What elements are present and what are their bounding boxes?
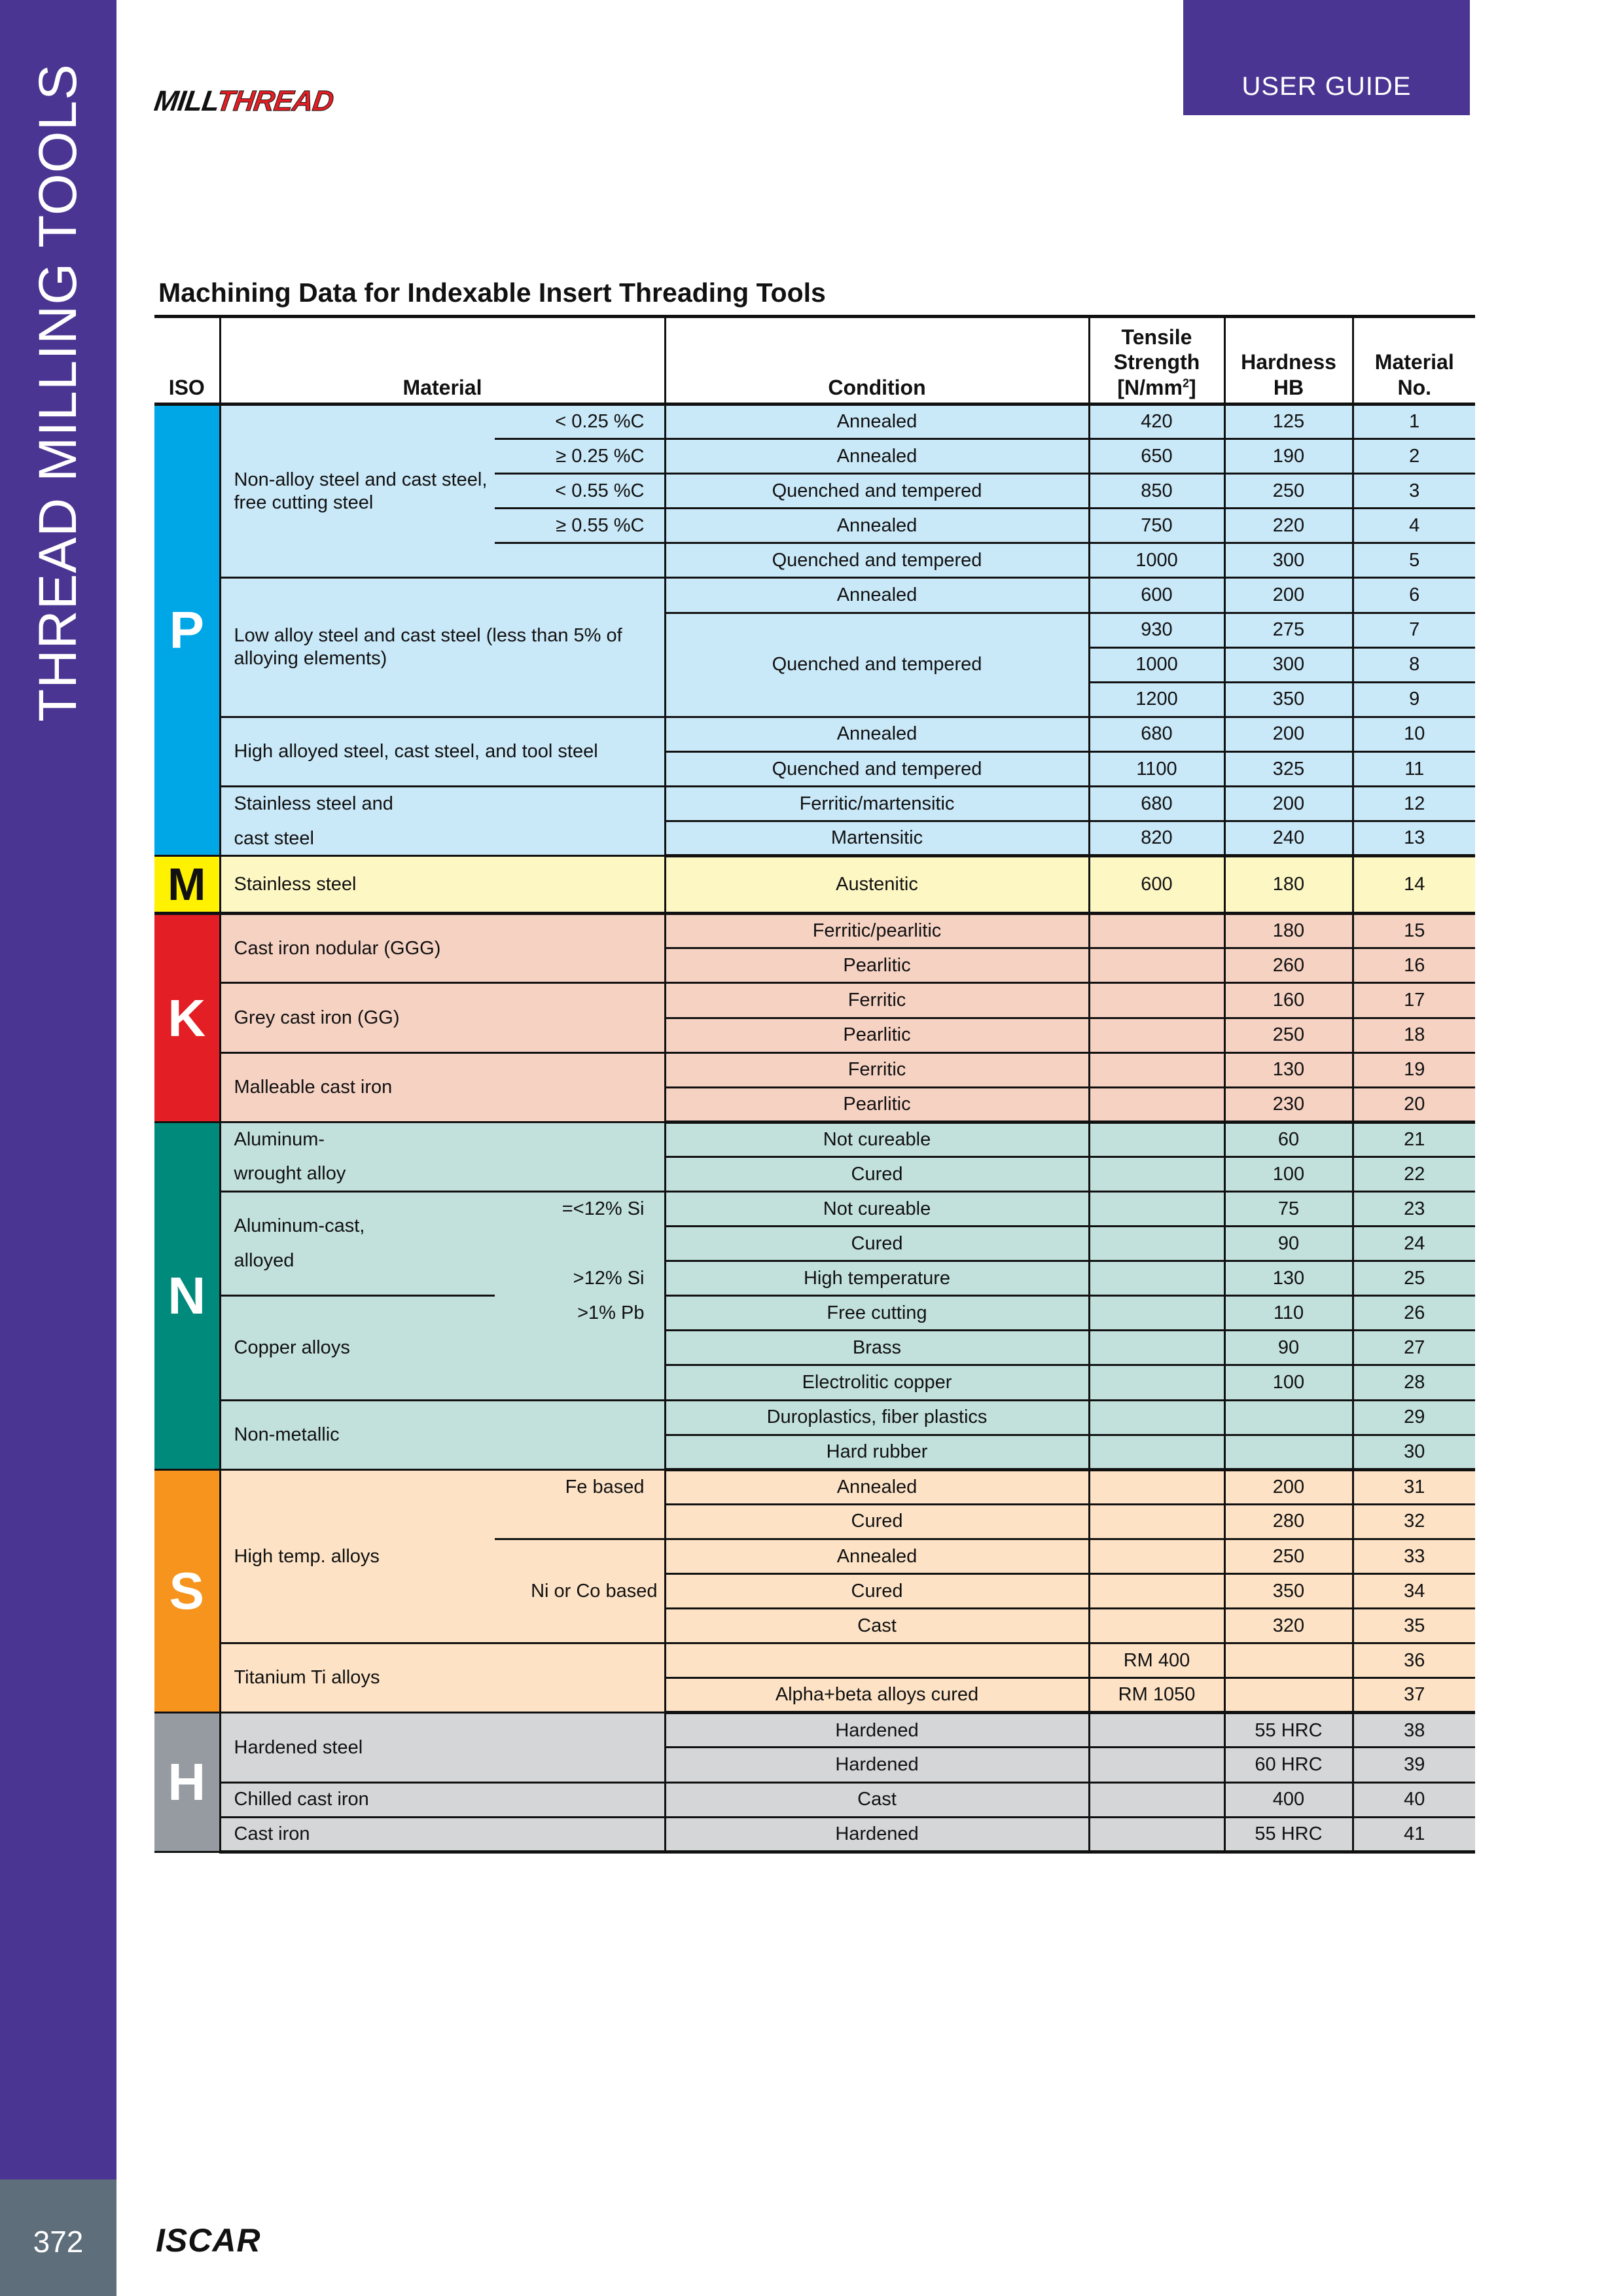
tensile-cell — [1089, 1400, 1224, 1435]
condition-cell: Not cureable — [665, 1191, 1089, 1226]
hardness-cell — [1224, 1435, 1353, 1469]
material-no-cell: 21 — [1353, 1122, 1475, 1157]
tensile-cell — [1089, 1609, 1224, 1643]
material-subtype: < 0.55 %C — [495, 474, 665, 509]
condition-cell: Pearlitic — [665, 1018, 1089, 1052]
tensile-cell — [1089, 914, 1224, 948]
material-no-cell: 12 — [1353, 787, 1475, 821]
tensile-cell: 750 — [1089, 509, 1224, 543]
material-name: Stainless steel and cast steel — [220, 787, 665, 856]
table-row — [154, 578, 1475, 613]
material-no-cell: 9 — [1353, 682, 1475, 717]
col-tensile: Tensile Strength $[N/mm^2]$ — [1089, 317, 1224, 404]
material-subtype — [495, 1331, 665, 1365]
material-no-cell: 29 — [1353, 1400, 1475, 1435]
material-no-cell: 16 — [1353, 948, 1475, 983]
condition-cell: Not cureable — [665, 1122, 1089, 1157]
material-name: Cast iron nodular (GGG) — [220, 914, 665, 983]
material-no-cell: 26 — [1353, 1296, 1475, 1331]
hardness-cell: 325 — [1224, 751, 1353, 786]
tensile-cell — [1089, 1782, 1224, 1817]
tensile-cell — [1089, 1227, 1224, 1261]
material-no-cell: 31 — [1353, 1469, 1475, 1504]
material-name: Grey cast iron (GG) — [220, 983, 665, 1052]
tensile-cell — [1089, 1331, 1224, 1365]
condition-cell: Austenitic — [665, 856, 1089, 914]
hardness-cell: 275 — [1224, 613, 1353, 647]
condition-cell: Hard rubber — [665, 1435, 1089, 1469]
hardness-cell: 250 — [1224, 474, 1353, 509]
material-subtype: >1% Pb — [495, 1296, 665, 1331]
material-no-cell: 32 — [1353, 1504, 1475, 1539]
condition-cell: Duroplastics, fiber plastics — [665, 1400, 1089, 1435]
material-no-cell: 3 — [1353, 474, 1475, 509]
tensile-cell: 600 — [1089, 856, 1224, 914]
table-row — [154, 1643, 1475, 1678]
table-row — [154, 983, 1475, 1018]
tensile-cell — [1089, 1157, 1224, 1191]
tensile-cell: 1000 — [1089, 647, 1224, 682]
material-name: Hardened steel — [220, 1713, 665, 1782]
hardness-cell: 60 — [1224, 1122, 1353, 1157]
tensile-cell: RM 400 — [1089, 1643, 1224, 1678]
hardness-cell: 55 HRC — [1224, 1713, 1353, 1748]
hardness-cell — [1224, 1400, 1353, 1435]
material-no-cell: 17 — [1353, 983, 1475, 1018]
material-name: Non-alloy steel and cast steel, free cutting steel — [220, 404, 495, 578]
material-no-cell: 23 — [1353, 1191, 1475, 1226]
condition-cell: Alpha+beta alloys cured — [665, 1678, 1089, 1713]
material-no-cell: 6 — [1353, 578, 1475, 613]
millthread-logo: MILLTHREAD — [152, 85, 336, 117]
condition-cell: Ferritic — [665, 983, 1089, 1018]
tensile-cell — [1089, 1748, 1224, 1782]
condition-cell: High temperature — [665, 1261, 1089, 1296]
user-guide-label: USER GUIDE — [1241, 72, 1412, 101]
material-no-cell: 34 — [1353, 1574, 1475, 1609]
condition-cell: Pearlitic — [665, 1087, 1089, 1122]
hardness-cell: 55 HRC — [1224, 1817, 1353, 1852]
hardness-cell — [1224, 1678, 1353, 1713]
tensile-cell — [1089, 1191, 1224, 1226]
material-name: Non-metallic — [220, 1400, 665, 1469]
material-no-cell: 22 — [1353, 1157, 1475, 1191]
material-name: Aluminum-cast, alloyed — [220, 1191, 495, 1295]
hardness-cell: 200 — [1224, 1469, 1353, 1504]
tensile-cell: 850 — [1089, 474, 1224, 509]
tensile-cell: 930 — [1089, 613, 1224, 647]
tensile-cell — [1089, 1504, 1224, 1539]
hardness-cell: 200 — [1224, 578, 1353, 613]
condition-cell: Cast — [665, 1609, 1089, 1643]
material-no-cell: 30 — [1353, 1435, 1475, 1469]
material-no-cell: 24 — [1353, 1227, 1475, 1261]
condition-cell: Annealed — [665, 1539, 1089, 1573]
material-no-cell: 10 — [1353, 717, 1475, 751]
iso-group-h: H — [154, 1713, 220, 1852]
material-subtype — [495, 1365, 665, 1400]
table-row — [154, 1052, 1475, 1087]
tensile-cell: 820 — [1089, 821, 1224, 856]
tensile-cell: 600 — [1089, 578, 1224, 613]
material-no-cell: 18 — [1353, 1018, 1475, 1052]
material-no-cell: 8 — [1353, 647, 1475, 682]
hardness-cell: 250 — [1224, 1539, 1353, 1573]
material-subtype — [495, 543, 665, 578]
material-no-cell: 28 — [1353, 1365, 1475, 1400]
condition-cell: Pearlitic — [665, 948, 1089, 983]
material-subtype — [495, 1504, 665, 1539]
hardness-cell: 130 — [1224, 1261, 1353, 1296]
hardness-cell: 280 — [1224, 1504, 1353, 1539]
material-no-cell: 14 — [1353, 856, 1475, 914]
hardness-cell: 180 — [1224, 914, 1353, 948]
material-subtype: < 0.25 %C — [495, 404, 665, 439]
condition-cell: Martensitic — [665, 821, 1089, 856]
material-no-cell: 37 — [1353, 1678, 1475, 1713]
header-row — [154, 317, 1475, 404]
iso-group-m: M — [154, 856, 220, 914]
tensile-cell — [1089, 948, 1224, 983]
material-no-cell: 7 — [1353, 613, 1475, 647]
condition-cell: Free cutting — [665, 1296, 1089, 1331]
hardness-cell: 230 — [1224, 1087, 1353, 1122]
hardness-cell: 300 — [1224, 543, 1353, 578]
condition-cell: Brass — [665, 1331, 1089, 1365]
material-no-cell: 40 — [1353, 1782, 1475, 1817]
material-subtype: >12% Si — [495, 1261, 665, 1296]
table-row — [154, 1782, 1475, 1817]
hardness-cell — [1224, 1643, 1353, 1678]
material-name: High temp. alloys — [220, 1469, 495, 1643]
hardness-cell: 260 — [1224, 948, 1353, 983]
hardness-cell: 250 — [1224, 1018, 1353, 1052]
material-no-cell: 13 — [1353, 821, 1475, 856]
col-hardness: Hardness HB — [1224, 317, 1353, 404]
hardness-cell: 110 — [1224, 1296, 1353, 1331]
hardness-cell: 90 — [1224, 1227, 1353, 1261]
table-row — [154, 787, 1475, 821]
iscar-logo: ISCAR — [156, 2222, 261, 2259]
material-name: Low alloy steel and cast steel (less than 5% of alloying elements) — [220, 578, 665, 717]
tensile-cell: 650 — [1089, 439, 1224, 474]
material-subtype — [495, 1227, 665, 1261]
material-name: Titanium Ti alloys — [220, 1643, 665, 1713]
material-name: High alloyed steel, cast steel, and tool steel — [220, 717, 665, 786]
material-name: Cast iron — [220, 1817, 665, 1852]
table-row — [154, 1296, 1475, 1331]
material-subtype: Fe based — [495, 1469, 665, 1504]
tensile-cell — [1089, 1261, 1224, 1296]
material-no-cell: 1 — [1353, 404, 1475, 439]
tensile-cell — [1089, 1018, 1224, 1052]
page-number: 372 — [33, 2225, 84, 2259]
table-row — [154, 1713, 1475, 1748]
tensile-cell: 680 — [1089, 787, 1224, 821]
material-name: Chilled cast iron — [220, 1782, 665, 1817]
material-subtype: ≥ 0.25 %C — [495, 439, 665, 474]
material-no-cell: 36 — [1353, 1643, 1475, 1678]
iso-group-n: N — [154, 1122, 220, 1469]
condition-cell: Cured — [665, 1574, 1089, 1609]
table-row — [154, 404, 1475, 439]
hardness-cell: 160 — [1224, 983, 1353, 1018]
table-row — [154, 856, 1475, 914]
tensile-cell: 420 — [1089, 404, 1224, 439]
condition-cell: Annealed — [665, 717, 1089, 751]
condition-cell: Quenched and tempered — [665, 474, 1089, 509]
table-row — [154, 1469, 1475, 1504]
material-no-cell: 2 — [1353, 439, 1475, 474]
tensile-cell — [1089, 1122, 1224, 1157]
condition-cell: Ferritic/martensitic — [665, 787, 1089, 821]
tensile-cell: 680 — [1089, 717, 1224, 751]
material-no-cell: 5 — [1353, 543, 1475, 578]
tensile-cell — [1089, 1365, 1224, 1400]
hardness-cell: 400 — [1224, 1782, 1353, 1817]
condition-cell: Annealed — [665, 439, 1089, 474]
hardness-cell: 125 — [1224, 404, 1353, 439]
material-no-cell: 38 — [1353, 1713, 1475, 1748]
material-name: Copper alloys — [220, 1296, 495, 1400]
condition-cell: Quenched and tempered — [665, 613, 1089, 717]
machining-data-table — [154, 315, 1475, 1854]
hardness-cell: 300 — [1224, 647, 1353, 682]
col-material-no: Material No. — [1353, 317, 1475, 404]
tensile-cell: 1200 — [1089, 682, 1224, 717]
hardness-cell: 100 — [1224, 1365, 1353, 1400]
material-no-cell: 41 — [1353, 1817, 1475, 1852]
condition-cell: Electrolitic copper — [665, 1365, 1089, 1400]
hardness-cell: 200 — [1224, 787, 1353, 821]
tensile-cell — [1089, 983, 1224, 1018]
material-no-cell: 35 — [1353, 1609, 1475, 1643]
hardness-cell: 130 — [1224, 1052, 1353, 1087]
hardness-cell: 350 — [1224, 1574, 1353, 1609]
table-row — [154, 1191, 1475, 1226]
condition-cell: Cured — [665, 1504, 1089, 1539]
condition-cell: Annealed — [665, 578, 1089, 613]
condition-cell: Ferritic/pearlitic — [665, 914, 1089, 948]
col-condition: Condition — [665, 317, 1089, 404]
material-no-cell: 11 — [1353, 751, 1475, 786]
tensile-cell — [1089, 1817, 1224, 1852]
section-title-vertical: THREAD MILLING TOOLS — [28, 63, 88, 722]
material-subtype: Ni or Co based — [495, 1539, 665, 1643]
material-name: Aluminum- wrought alloy — [220, 1122, 665, 1191]
hardness-cell: 60 HRC — [1224, 1748, 1353, 1782]
condition-cell: Hardened — [665, 1817, 1089, 1852]
material-subtype: =<12% Si — [495, 1191, 665, 1226]
hardness-cell: 240 — [1224, 821, 1353, 856]
condition-cell: Cured — [665, 1227, 1089, 1261]
tensile-cell: RM 1050 — [1089, 1678, 1224, 1713]
condition-cell: Hardened — [665, 1748, 1089, 1782]
material-no-cell: 27 — [1353, 1331, 1475, 1365]
tensile-cell — [1089, 1574, 1224, 1609]
table-row — [154, 914, 1475, 948]
material-no-cell: 25 — [1353, 1261, 1475, 1296]
col-iso: ISO — [154, 317, 220, 404]
hardness-cell: 180 — [1224, 856, 1353, 914]
tensile-cell — [1089, 1296, 1224, 1331]
condition-cell: Quenched and tempered — [665, 751, 1089, 786]
tensile-cell — [1089, 1713, 1224, 1748]
hardness-cell: 90 — [1224, 1331, 1353, 1365]
tensile-cell — [1089, 1087, 1224, 1122]
material-no-cell: 39 — [1353, 1748, 1475, 1782]
hardness-cell: 190 — [1224, 439, 1353, 474]
tensile-cell — [1089, 1469, 1224, 1504]
iso-group-k: K — [154, 914, 220, 1122]
material-no-cell: 33 — [1353, 1539, 1475, 1573]
condition-cell: Annealed — [665, 509, 1089, 543]
condition-cell: Cured — [665, 1157, 1089, 1191]
hardness-cell: 320 — [1224, 1609, 1353, 1643]
material-no-cell: 20 — [1353, 1087, 1475, 1122]
condition-cell: Annealed — [665, 1469, 1089, 1504]
condition-cell — [665, 1643, 1089, 1678]
hardness-cell: 350 — [1224, 682, 1353, 717]
table-row — [154, 717, 1475, 751]
table-row — [154, 1400, 1475, 1435]
material-name: Stainless steel — [220, 856, 665, 914]
material-no-cell: 19 — [1353, 1052, 1475, 1087]
tensile-cell: 1100 — [1089, 751, 1224, 786]
tensile-cell — [1089, 1539, 1224, 1573]
col-material: Material — [220, 317, 665, 404]
tensile-cell — [1089, 1435, 1224, 1469]
condition-cell: Hardened — [665, 1713, 1089, 1748]
condition-cell: Annealed — [665, 404, 1089, 439]
material-subtype: ≥ 0.55 %C — [495, 509, 665, 543]
condition-cell: Cast — [665, 1782, 1089, 1817]
material-no-cell: 4 — [1353, 509, 1475, 543]
tensile-cell — [1089, 1052, 1224, 1087]
iso-group-s: S — [154, 1469, 220, 1713]
condition-cell: Ferritic — [665, 1052, 1089, 1087]
table-row — [154, 1817, 1475, 1852]
tensile-cell: 1000 — [1089, 543, 1224, 578]
table-title: Machining Data for Indexable Insert Threading Tools — [158, 278, 826, 308]
hardness-cell: 200 — [1224, 717, 1353, 751]
material-no-cell: 15 — [1353, 914, 1475, 948]
hardness-cell: 75 — [1224, 1191, 1353, 1226]
hardness-cell: 100 — [1224, 1157, 1353, 1191]
hardness-cell: 220 — [1224, 509, 1353, 543]
table-row — [154, 1122, 1475, 1157]
iso-group-p: P — [154, 404, 220, 856]
condition-cell: Quenched and tempered — [665, 543, 1089, 578]
material-name: Malleable cast iron — [220, 1052, 665, 1122]
